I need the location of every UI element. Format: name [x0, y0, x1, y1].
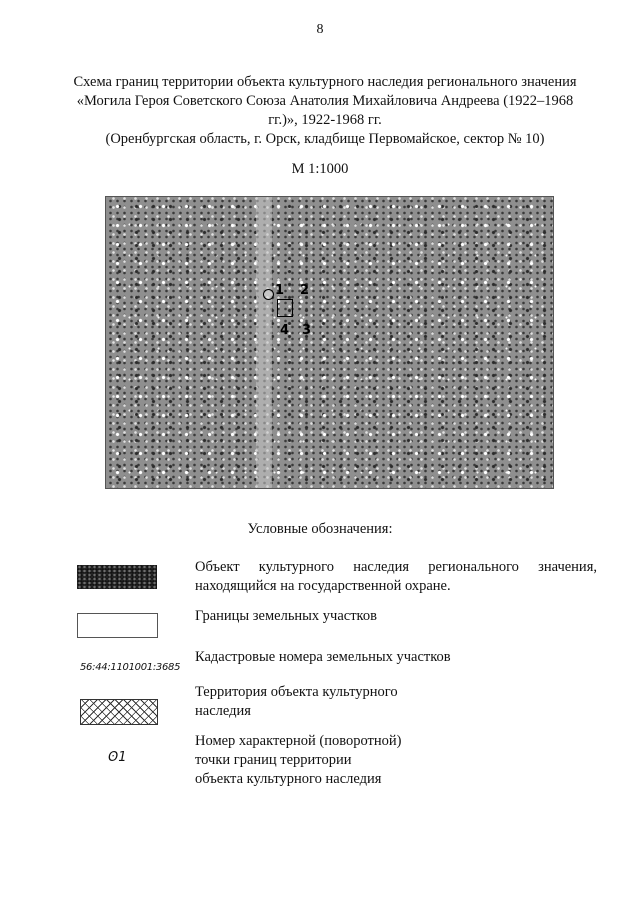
legend-text-line: объекта культурного наследия: [195, 771, 382, 787]
page-number: 8: [316, 22, 324, 37]
map-scale: М 1:1000: [291, 161, 349, 177]
satellite-map: [105, 196, 554, 489]
title-line: гг.)», 1922-1968 гг.: [268, 112, 382, 128]
document-title: [40, 73, 610, 149]
title-line: Схема границ территории объекта культурного наследия регионального значения: [73, 74, 577, 90]
legend-cadastral-text: Кадастровые номера земельных участков: [195, 649, 451, 665]
map-point-label: 2: [300, 283, 310, 298]
map-point-label: 4: [280, 323, 290, 338]
legend-object-text: [195, 558, 597, 596]
territory-boundary: [277, 299, 293, 317]
point-number-sample-value: 1: [118, 750, 127, 765]
cadastral-number-sample: 56:44:1101001:3685: [80, 662, 181, 673]
legend-text-line: наследия: [195, 703, 251, 719]
legend-text-line: Объект культурного наследия регионального значения,: [195, 559, 597, 575]
boundary-point-marker: [263, 289, 274, 300]
legend-parcel-text: Границы земельных участков: [195, 608, 377, 624]
legend-text-line: точки границ территории: [195, 752, 352, 768]
legend-text-line: находящийся на государственной охране.: [195, 578, 451, 594]
map-point-label: 1: [275, 283, 285, 298]
legend-text-line: Территория объекта культурного: [195, 684, 398, 700]
legend-point-text: [195, 732, 401, 789]
legend-text-line: Номер характерной (поворотной): [195, 733, 402, 749]
legend-territory-text: [195, 683, 398, 721]
point-number-sample: [108, 750, 127, 765]
map-path-strip: [256, 197, 272, 488]
map-point-label: 3: [302, 323, 312, 338]
legend-title: Условные обозначения:: [247, 521, 393, 537]
title-location-line: (Оренбургская область, г. Орск, кладбище Первомайское, сектор № 10): [105, 131, 545, 147]
circle-point-icon: ʘ: [108, 750, 119, 765]
title-line: «Могила Героя Советского Союза Анатолия Михайловича Андреева (1922–1968: [76, 93, 574, 109]
object-swatch: [77, 565, 157, 589]
parcel-boundary-swatch: [77, 613, 158, 638]
territory-hatch-swatch: [80, 699, 158, 725]
